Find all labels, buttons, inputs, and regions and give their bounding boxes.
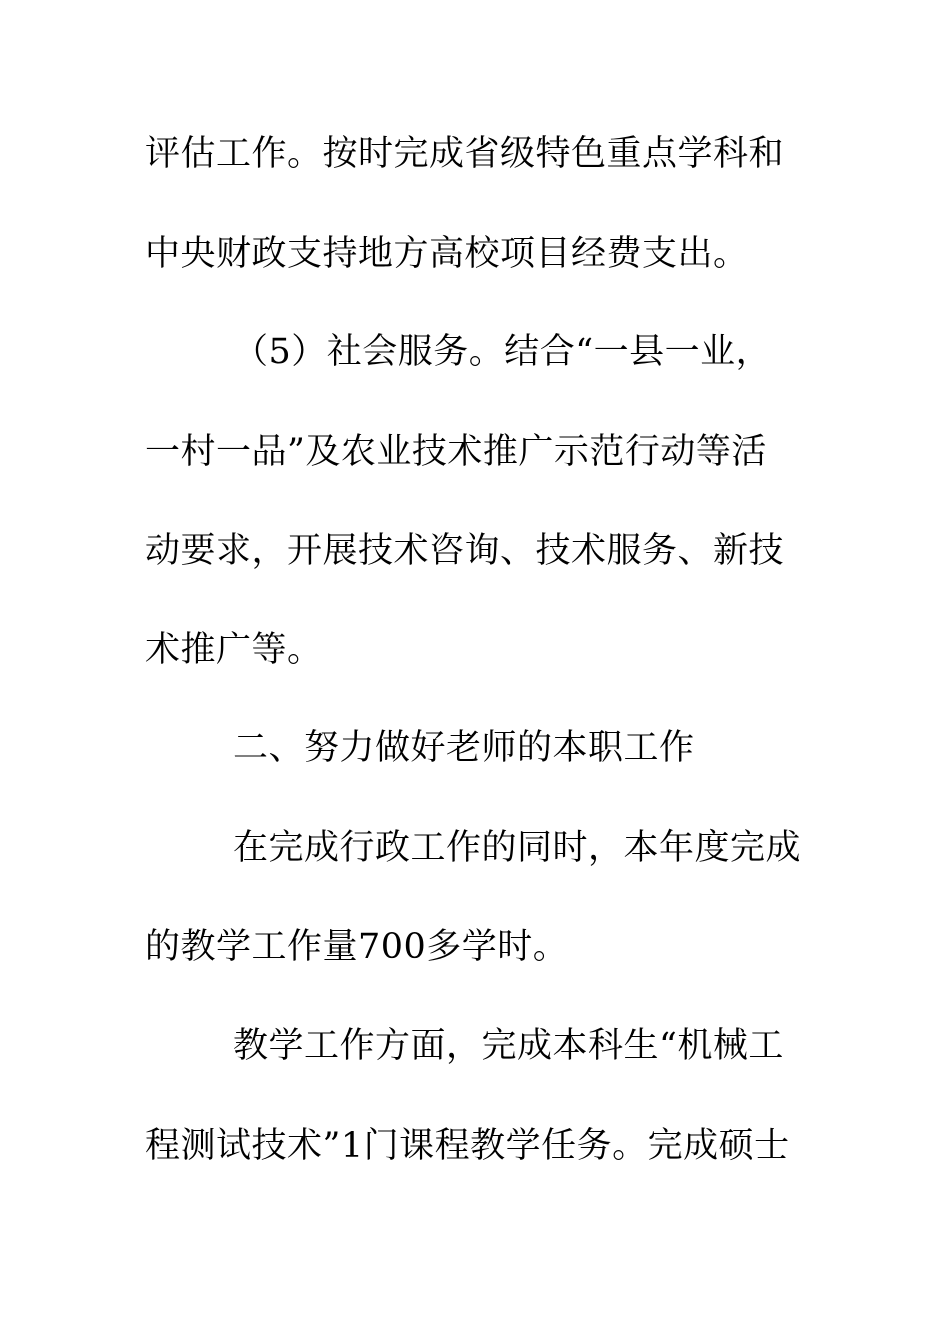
text-line: 在完成行政工作的同时，本年度完成: [233, 828, 802, 868]
text-line: 动要求，开展技术咨询、技术服务、新技: [145, 531, 785, 571]
text-line: 评估工作。按时完成省级特色重点学科和: [145, 134, 785, 174]
text-line: 的教学工作量700多学时。: [145, 927, 569, 967]
text-line: （5）社会服务。结合“一县一业，: [233, 332, 772, 372]
text-line: 教学工作方面，完成本科生“机械工: [233, 1026, 784, 1066]
text-line: 程测试技术”1门课程教学任务。完成硕士: [145, 1126, 790, 1166]
text-line: 术推广等。: [145, 630, 323, 670]
text-line: 中央财政支持地方高校项目经费支出。: [145, 234, 749, 274]
section-heading: 二、努力做好老师的本职工作: [233, 728, 695, 768]
text-line: 一村一品”及农业技术推广示范行动等活: [145, 432, 767, 472]
